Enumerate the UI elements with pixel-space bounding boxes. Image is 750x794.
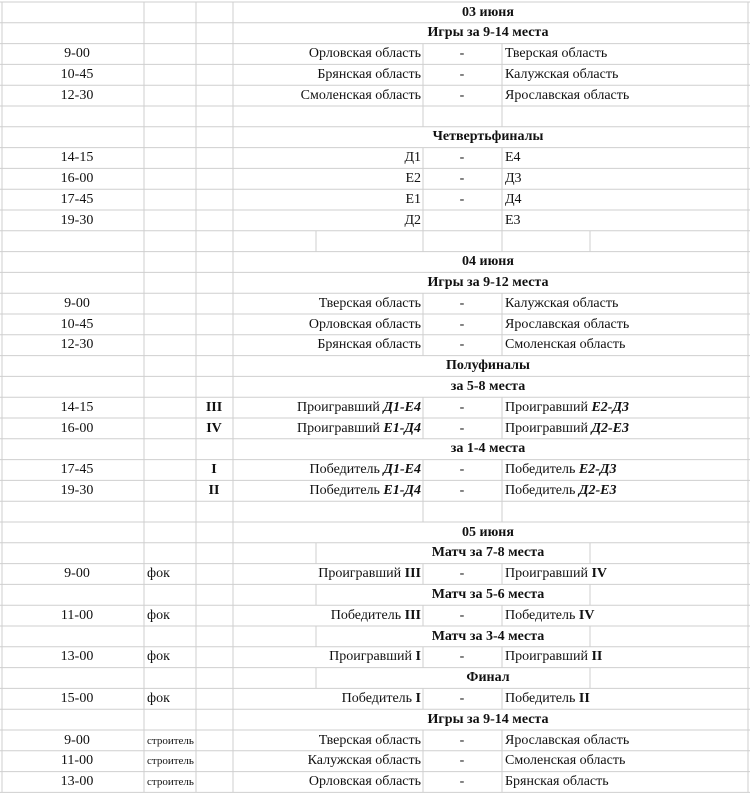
away-team (505, 419, 629, 439)
match-venue: строитель (147, 776, 194, 789)
away-team (505, 148, 521, 168)
match-separator: - (459, 87, 465, 103)
home-team (309, 44, 421, 64)
away-team (505, 294, 618, 314)
team-label-part: Е2-Д3 (578, 462, 617, 478)
away-team (505, 169, 522, 189)
home-team (342, 689, 421, 709)
away-team (505, 398, 629, 418)
match-separator: - (459, 774, 465, 790)
team-label-part: Е3 (505, 212, 521, 228)
home-team (310, 481, 421, 501)
match-time: 13-00 (60, 649, 94, 665)
away-team (505, 564, 607, 584)
match-time: 19-30 (60, 212, 94, 228)
match-time: 10-45 (60, 66, 94, 82)
away-team (505, 647, 602, 667)
away-team (505, 65, 618, 85)
home-team (317, 335, 421, 355)
team-label-part: I (415, 649, 421, 665)
team-label-part: Победитель (505, 690, 579, 706)
match-time: 17-45 (60, 462, 94, 478)
match-separator: - (459, 295, 465, 311)
section-heading: Игры за 9-14 места (427, 25, 549, 41)
team-label-part: Е4 (505, 150, 521, 166)
match-separator: - (459, 607, 465, 623)
match-separator: - (459, 482, 465, 498)
match-separator: - (459, 566, 465, 582)
team-label-part: Тверская область (505, 46, 608, 62)
home-team (405, 169, 421, 189)
team-label-part: Тверская область (318, 295, 421, 311)
match-number: III (205, 399, 223, 415)
team-label-part: IV (591, 566, 607, 582)
team-label-part: Д2 (404, 212, 421, 228)
team-label-part: Ярославская область (505, 316, 630, 332)
match-separator: - (459, 337, 465, 353)
away-team (505, 44, 607, 64)
team-label-part: III (404, 566, 421, 582)
home-team (301, 86, 421, 106)
team-label-part: Победитель (505, 607, 579, 623)
team-label-part: Проигравший (296, 420, 384, 436)
team-label-part: Е1 (405, 191, 421, 207)
team-label-part: Смоленская область (505, 753, 626, 769)
team-label-part: Д2-Е3 (591, 420, 630, 436)
team-label-part: Ярославская область (505, 87, 630, 103)
team-label-part: Ярославская область (505, 732, 630, 748)
away-team (505, 772, 609, 792)
team-label-part: Победитель (505, 462, 579, 478)
away-team (505, 335, 625, 355)
match-separator: - (459, 649, 465, 665)
match-time: 17-45 (60, 191, 94, 207)
section-heading: Финал (466, 670, 510, 686)
team-label-part: Д3 (505, 170, 522, 186)
match-time: 11-00 (60, 753, 94, 769)
home-team (331, 606, 421, 626)
match-venue: фок (147, 690, 170, 706)
match-separator: - (459, 690, 465, 706)
match-separator: - (459, 420, 465, 436)
match-venue: фок (147, 566, 170, 582)
team-label-part: Д4 (505, 191, 522, 207)
match-time: 16-00 (60, 420, 94, 436)
team-label-part: Е1-Д4 (383, 482, 421, 498)
section-heading: Игры за 9-14 места (427, 711, 549, 727)
match-separator: - (459, 399, 465, 415)
match-separator: - (459, 732, 465, 748)
team-label-part: Тверская область (318, 732, 421, 748)
match-separator: - (459, 316, 465, 332)
team-label-part: Д1-Е4 (383, 462, 421, 478)
team-label-part: Е1-Д4 (383, 420, 421, 436)
home-team (297, 398, 421, 418)
team-label-part: Орловская область (308, 774, 421, 790)
team-label-part: Калужская область (307, 753, 421, 769)
team-label-part: II (578, 690, 590, 706)
team-label-part: Орловская область (308, 46, 421, 62)
home-team (329, 647, 421, 667)
match-time: 9-00 (64, 732, 90, 748)
match-number: II (208, 482, 220, 498)
team-label-part: Брянская область (505, 774, 609, 790)
match-time: 9-00 (64, 566, 90, 582)
team-label-part: Брянская область (317, 66, 421, 82)
away-team (505, 190, 522, 210)
section-heading: Матч за 7-8 места (431, 545, 545, 561)
team-label-part: Проигравший (329, 649, 416, 665)
team-label-part: Брянская область (317, 337, 421, 353)
team-label-part: Победитель (330, 607, 405, 623)
match-time: 15-00 (60, 690, 94, 706)
home-team (318, 564, 421, 584)
team-label-part: Проигравший (296, 399, 384, 415)
match-venue: фок (147, 649, 170, 665)
team-label-part: II (591, 649, 603, 665)
away-team (505, 606, 594, 626)
section-heading: за 5-8 места (450, 378, 526, 394)
away-team (505, 731, 629, 751)
match-time: 11-00 (60, 607, 94, 623)
home-team (319, 731, 421, 751)
match-time: 12-30 (60, 87, 94, 103)
team-label-part: Победитель (505, 482, 579, 498)
match-time: 9-00 (64, 46, 90, 62)
team-label-part: Победитель (341, 690, 416, 706)
match-separator: - (459, 66, 465, 82)
home-team (405, 190, 421, 210)
match-time: 12-30 (60, 337, 94, 353)
team-label-part: Проигравший (505, 420, 592, 436)
home-team (404, 148, 421, 168)
section-heading: 04 июня (462, 254, 514, 270)
team-label-part: Победитель (309, 482, 384, 498)
match-time: 19-30 (60, 482, 94, 498)
team-label-part: Проигравший (505, 566, 592, 582)
home-team (308, 751, 421, 771)
home-team (309, 772, 421, 792)
team-label-part: Д1-Е4 (383, 399, 421, 415)
match-time: 14-15 (60, 150, 94, 166)
match-separator: - (459, 150, 465, 166)
match-separator: - (459, 191, 465, 207)
team-label-part: Проигравший (505, 649, 592, 665)
section-heading: Четвертьфиналы (432, 129, 544, 145)
team-label-part: Е2 (405, 170, 421, 186)
section-heading: 03 июня (462, 4, 514, 20)
team-label-part: I (415, 690, 421, 706)
away-team (505, 211, 521, 231)
match-time: 16-00 (60, 170, 94, 186)
match-time: 14-15 (60, 399, 94, 415)
section-heading: Матч за 5-6 места (431, 586, 545, 602)
match-time: 13-00 (60, 774, 94, 790)
home-team (310, 460, 421, 480)
team-label-part: Д1 (404, 150, 421, 166)
team-label-part: Смоленская область (300, 87, 421, 103)
section-heading: Игры за 9-12 места (427, 274, 549, 290)
match-number: IV (206, 420, 222, 436)
match-time: 9-00 (64, 295, 90, 311)
team-label-part: Орловская область (308, 316, 421, 332)
section-heading: 05 июня (462, 524, 514, 540)
team-label-part: Д2-Е3 (578, 482, 617, 498)
away-team (505, 751, 625, 771)
team-label-part: Калужская область (505, 295, 619, 311)
match-separator: - (459, 170, 465, 186)
match-separator: - (459, 462, 465, 478)
team-label-part: Смоленская область (505, 337, 626, 353)
team-label-part: IV (578, 607, 595, 623)
team-label-part: Проигравший (318, 566, 405, 582)
team-label-part: III (404, 607, 421, 623)
away-team (505, 481, 616, 501)
match-number: I (211, 462, 217, 478)
match-separator: - (459, 46, 465, 62)
team-label-part: Победитель (309, 462, 384, 478)
section-heading: Полуфиналы (446, 358, 530, 374)
team-label-part: Проигравший (505, 399, 592, 415)
section-heading: за 1-4 места (450, 441, 526, 457)
away-team (505, 460, 616, 480)
match-venue: фок (147, 607, 170, 623)
home-team (297, 419, 421, 439)
team-label-part: Е2-Д3 (591, 399, 630, 415)
match-venue: строитель (147, 734, 194, 747)
home-team (319, 294, 421, 314)
team-label-part: Калужская область (505, 66, 619, 82)
home-team (309, 315, 421, 335)
home-team (317, 65, 421, 85)
away-team (505, 689, 590, 709)
away-team (505, 315, 629, 335)
match-venue: строитель (147, 755, 194, 768)
section-heading: Матч за 3-4 места (431, 628, 545, 644)
away-team (505, 86, 629, 106)
match-time: 10-45 (60, 316, 94, 332)
home-team (404, 211, 421, 231)
match-separator: - (459, 753, 465, 769)
